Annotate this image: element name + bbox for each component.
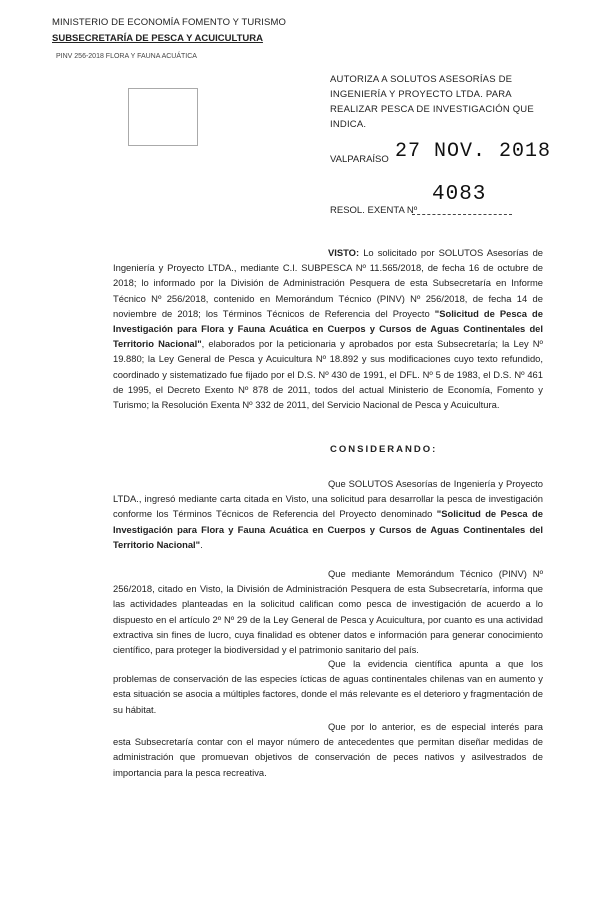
visto-label: VISTO: [328,247,360,258]
considerando-p1-text: Que SOLUTOS Asesorías de Ingeniería y Proyecto LTDA., ingresó mediante carta citada en Visto, una solicitud para desarrollar la pesca de investigación conforme los Términos Técnicos de Referencia del Proyecto denominado [113,478,543,520]
resolution-line [412,214,512,215]
visto-text-1: Lo solicitado por SOLUTOS Asesorías de Ingeniería y Proyecto LTDA., mediante C.I. SUBPESCA Nº 11.565/2018, de fecha 16 de octubre de 2018; lo informado por la División de Administración Pesquera de esta Subsecretaría en Informe Técnico Nº 256/2018, contenido en Memorándum Técnico (PINV) Nº 256/2018, de fecha 14 de noviembre de 2018; los Términos Técnicos de Referencia del Proyecto [113,247,544,319]
considerando-p3-text: Que la evidencia científica apunta a que los problemas de conservación de las especies ícticas de aguas continentales chilenas van en aumento y esta situación se asocia a múltiples factores, donde el más relevante es el deterioro y fragmentación de su hábitat. [113,658,543,715]
considerando-paragraph-4 [113,719,543,780]
resolution-label: RESOL. EXENTA Nº [330,205,418,216]
visto-project-title: "Solicitud de Pesca de Investigación para Flora y Fauna Acuática en Cuerpos y Cursos de Aguas Continentales del Territorio Nacional" [113,307,543,350]
considerando-p1-title: "Solicitud de Pesca de Investigación para Flora y Fauna Acuática en Cuerpos y Cursos de Aguas Continentales del Territorio Nacional" [113,508,543,550]
visto-paragraph [113,245,543,412]
considerando-p4-text: Que por lo anterior, es de especial interés para esta Subsecretaría contar con el mayor número de antecedentes que permitan diseñar medidas de administración que promuevan objetivos de conservación de peces nativos y asilvestrados de importancia para la pesca recreativa. [113,721,543,778]
place-label: VALPARAÍSO [330,154,389,165]
considerando-paragraph-1 [113,476,543,552]
ministry-name: MINISTERIO DE ECONOMÍA FOMENTO Y TURISMO [52,17,286,28]
considerando-paragraph-3 [113,656,543,717]
considerando-p2-text: Que mediante Memorándum Técnico (PINV) Nº 256/2018, citado en Visto, la División de Administración Pesquera de esta Subsecretaría, informa que las actividades planteadas en la solicitud califican como pesca de investigación de acuerdo a lo dispuesto en el artículo 2º Nº 29 de la Ley General de Pesca y Acuicultura, por cuanto es una actividad extractiva sin fines de lucro, cuya finalidad es obtener datos e información para generar conocimiento científico, para proteger la biodiversidad y el patrimonio sanitario del país. [113,568,543,656]
date-stamp: 27 NOV. 2018 [395,140,552,163]
considerando-paragraph-2 [113,566,543,657]
considerando-heading: CONSIDERANDO: [330,444,438,455]
document-reference: PINV 256-2018 FLORA Y FAUNA ACUÁTICA [56,53,197,60]
subsecretaria-name: SUBSECRETARÍA DE PESCA Y ACUICULTURA [52,33,263,44]
document-subject: AUTORIZA A SOLUTOS ASESORÍAS DE INGENIERÍA Y PROYECTO LTDA. PARA REALIZAR PESCA DE INVESTIGACIÓN QUE INDICA. [330,74,534,130]
visto-text-2: , elaborados por la peticionaria y aprobados por esta Subsecretaría; la Ley Nº 19.880; la Ley General de Pesca y Acuicultura Nº 18.892 y sus modificaciones cuyo texto refundido, coordinado y sistematizado fue fijado por el D.S. Nº 430 de 1991, el DFL. Nº 5 de 1983, el D.S. Nº 461 de 1995, el Decreto Exento Nº 878 de 2011, todos del actual Ministerio de Economía, Fomento y Turismo; la Resolución Exenta Nº 332 de 2011, del Servicio Nacional de Pesca y Acuicultura. [113,338,543,411]
resolution-number: 4083 [432,183,487,206]
office-stamp [128,88,198,146]
considerando-p1-end: . [200,538,203,550]
